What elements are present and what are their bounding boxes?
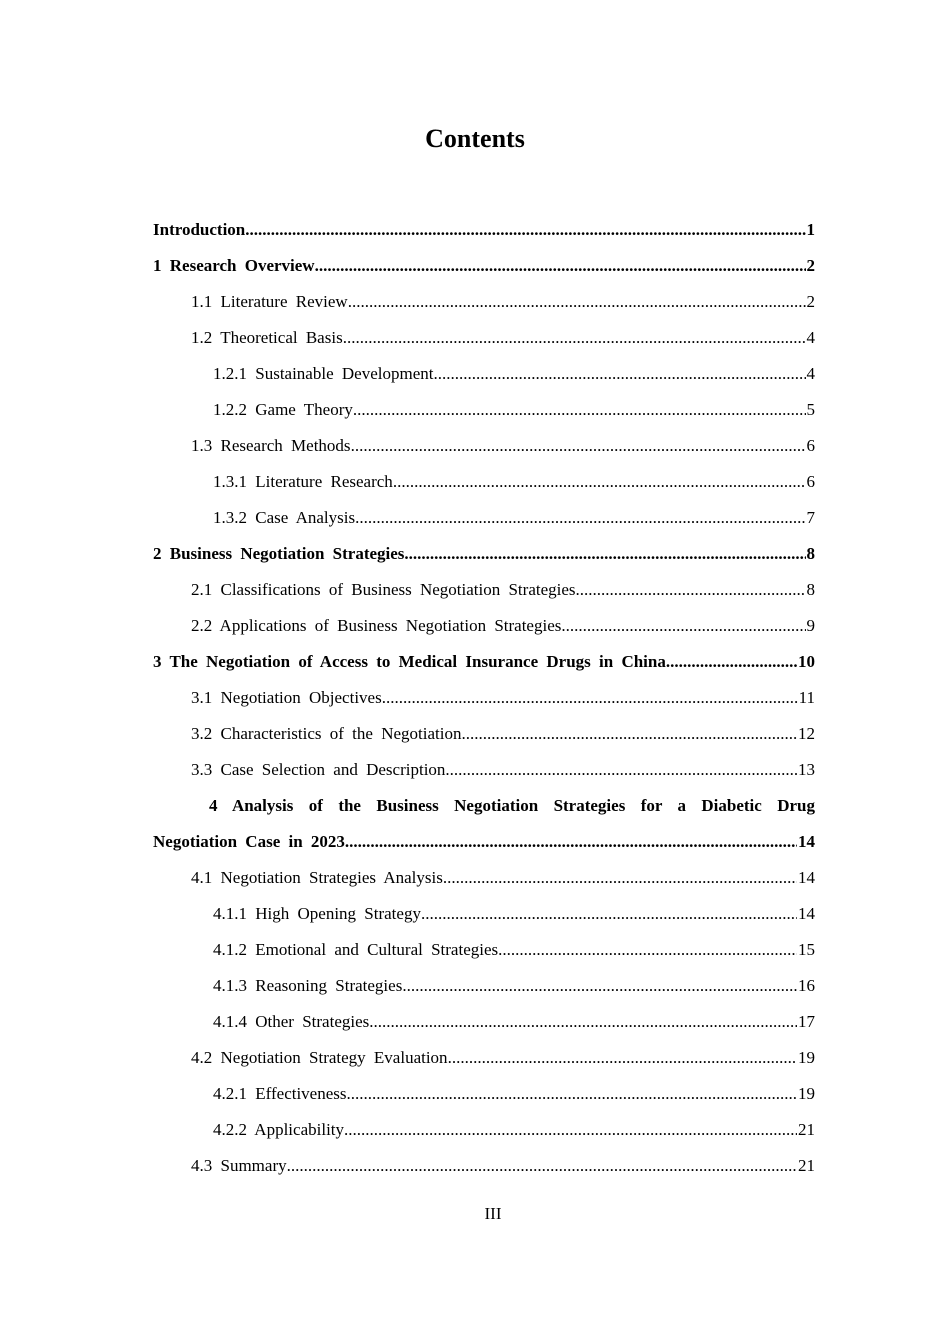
- dot-leader: [498, 932, 797, 968]
- dot-leader: [348, 284, 806, 320]
- dot-leader: [315, 248, 806, 284]
- toc-entry-page: 8: [806, 580, 815, 599]
- dot-leader: [351, 428, 806, 464]
- toc-entry-applicability[interactable]: [213, 1112, 815, 1148]
- toc-entry-page: 14: [798, 832, 815, 851]
- toc-entry-page: 8: [806, 544, 815, 563]
- toc-entry-diabetic-drug-analysis[interactable]: [153, 788, 815, 860]
- toc-entry-page: 16: [798, 976, 815, 995]
- toc-entry-sustainable-development[interactable]: [213, 356, 815, 392]
- toc-entry-label: 4.1 Negotiation Strategies Analysis: [191, 868, 443, 887]
- toc-entry-label: 3.1 Negotiation Objectives: [191, 688, 382, 707]
- toc-entry-label: 4.3 Summary: [191, 1156, 287, 1175]
- dot-leader: [461, 716, 797, 752]
- toc-entry-label: 4.1.3 Reasoning Strategies: [213, 976, 403, 995]
- toc-entry-reasoning[interactable]: [213, 968, 815, 1004]
- toc-entry-literature-research[interactable]: [213, 464, 815, 500]
- toc-entry-strategy-evaluation[interactable]: [191, 1040, 815, 1076]
- toc-entry-page: 7: [806, 508, 815, 527]
- toc-entry-characteristics[interactable]: [191, 716, 815, 752]
- toc-entry-page: 17: [798, 1012, 815, 1031]
- toc-entry-label: 3.2 Characteristics of the Negotiation: [191, 724, 462, 743]
- dot-leader: [343, 320, 806, 356]
- toc-entry-page: 19: [798, 1084, 815, 1103]
- toc-entry-label: 1.3.2 Case Analysis: [213, 508, 356, 527]
- toc-entry-page: 9: [806, 616, 815, 635]
- toc-entry-literature-review[interactable]: [191, 284, 815, 320]
- toc-entry-game-theory[interactable]: [213, 392, 815, 428]
- toc-entry-page: 10: [798, 652, 815, 671]
- toc-entry-label: 1.2.1 Sustainable Development: [213, 364, 434, 383]
- toc-entry-label: 3 The Negotiation of Access to Medical Insurance Drugs in China: [153, 652, 666, 671]
- toc-entry-other-strategies[interactable]: [213, 1004, 815, 1040]
- toc-entry-page: 2: [806, 292, 815, 311]
- dot-leader: [445, 752, 797, 788]
- toc-entry-label: 1.2.2 Game Theory: [213, 400, 353, 419]
- dot-leader: [393, 464, 806, 500]
- dot-leader: [369, 1004, 797, 1040]
- dot-leader: [287, 1148, 797, 1184]
- toc-entry-medical-insurance-negotiation[interactable]: [153, 644, 815, 680]
- toc-entry-page: 21: [798, 1156, 815, 1175]
- toc-entry-page: 13: [798, 760, 815, 779]
- dot-leader: [402, 968, 797, 1004]
- toc-entry-label: 4.1.4 Other Strategies: [213, 1012, 370, 1031]
- toc-entry-emotional-cultural[interactable]: [213, 932, 815, 968]
- toc-entry-label: 4.2 Negotiation Strategy Evaluation: [191, 1048, 448, 1067]
- toc-entry-page: 15: [798, 940, 815, 959]
- toc-entry-summary[interactable]: [191, 1148, 815, 1184]
- toc-entry-label-line1: 4 Analysis of the Business Negotiation Strategies for a Diabetic Drug: [209, 796, 815, 815]
- toc-entry-page: 21: [798, 1120, 815, 1139]
- toc-entry-introduction[interactable]: [153, 212, 815, 248]
- toc-entry-page: 4: [806, 364, 815, 383]
- toc-entry-page: 5: [806, 400, 815, 419]
- toc-entry-label: 1.3.1 Literature Research: [213, 472, 393, 491]
- toc-entry-research-overview[interactable]: [153, 248, 815, 284]
- toc-entry-label: 1.2 Theoretical Basis: [191, 328, 343, 347]
- toc-entry-page: 6: [806, 472, 815, 491]
- toc-entry-label: 1.3 Research Methods: [191, 436, 351, 455]
- toc-entry-page: 19: [798, 1048, 815, 1067]
- dot-leader: [448, 1040, 797, 1076]
- page-title: Contents: [425, 124, 525, 153]
- dot-leader: [576, 572, 806, 608]
- dot-leader: [344, 1112, 797, 1148]
- dot-leader: [345, 824, 797, 860]
- toc-entry-strategies-analysis[interactable]: [191, 860, 815, 896]
- dot-leader: [382, 680, 798, 716]
- dot-leader: [347, 1076, 797, 1112]
- dot-leader: [561, 608, 805, 644]
- toc-entry-label: Introduction: [153, 220, 246, 239]
- toc-entry-page: 14: [798, 868, 815, 887]
- toc-entry-page: 6: [806, 436, 815, 455]
- dot-leader: [404, 536, 805, 572]
- toc-entry-business-negotiation-strategies[interactable]: [153, 536, 815, 572]
- toc-entry-page: 2: [806, 256, 815, 275]
- table-of-contents: [153, 212, 815, 1184]
- toc-entry-label: 4.1.2 Emotional and Cultural Strategies: [213, 940, 499, 959]
- toc-entry-page: 12: [798, 724, 815, 743]
- toc-entry-effectiveness[interactable]: [213, 1076, 815, 1112]
- toc-entry-label: 4.1.1 High Opening Strategy: [213, 904, 421, 923]
- toc-entry-negotiation-objectives[interactable]: [191, 680, 815, 716]
- toc-entry-label: 1.1 Literature Review: [191, 292, 348, 311]
- dot-leader: [355, 500, 805, 536]
- toc-entry-research-methods[interactable]: [191, 428, 815, 464]
- toc-entry-classifications[interactable]: [191, 572, 815, 608]
- page-number: III: [484, 1204, 502, 1223]
- toc-entry-high-opening[interactable]: [213, 896, 815, 932]
- toc-entry-applications[interactable]: [191, 608, 815, 644]
- dot-leader: [443, 860, 797, 896]
- toc-entry-label: 3.3 Case Selection and Description: [191, 760, 446, 779]
- toc-entry-case-analysis[interactable]: [213, 500, 815, 536]
- toc-entry-label: 2.2 Applications of Business Negotiation Strategies: [191, 616, 562, 635]
- dot-leader: [245, 212, 805, 248]
- dot-leader: [421, 896, 797, 932]
- toc-entry-page: 4: [806, 328, 815, 347]
- toc-entry-page: 1: [806, 220, 815, 239]
- toc-entry-label: Negotiation Case in 2023: [153, 832, 345, 851]
- toc-entry-page: 14: [798, 904, 815, 923]
- toc-entry-label: 1 Research Overview: [153, 256, 315, 275]
- toc-entry-label: 4.2.1 Effectiveness: [213, 1084, 347, 1103]
- dot-leader: [666, 644, 797, 680]
- toc-entry-label: 2.1 Classifications of Business Negotiation Strategies: [191, 580, 576, 599]
- toc-entry-label: 4.2.2 Applicability: [213, 1120, 345, 1139]
- dot-leader: [433, 356, 805, 392]
- dot-leader: [353, 392, 806, 428]
- toc-entry-page: 11: [798, 688, 815, 707]
- toc-entry-label: 2 Business Negotiation Strategies: [153, 544, 405, 563]
- toc-entry-case-selection[interactable]: [191, 752, 815, 788]
- toc-entry-theoretical-basis[interactable]: [191, 320, 815, 356]
